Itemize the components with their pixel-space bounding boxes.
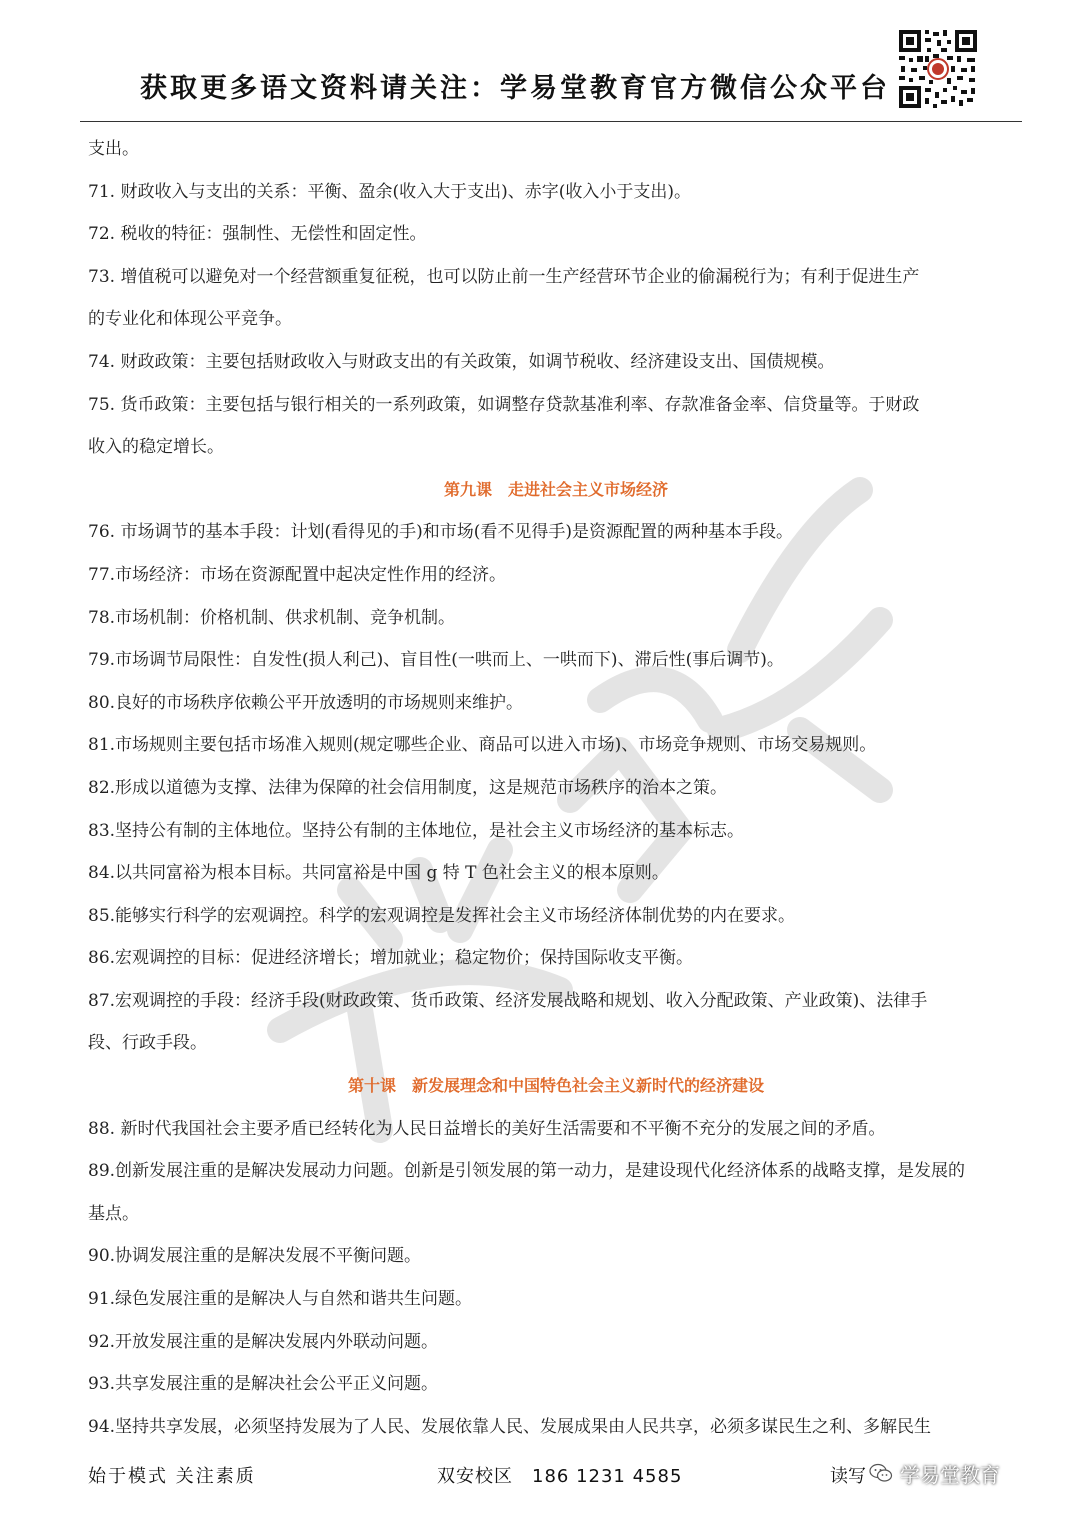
- text-line: 收入的稳定增长。: [88, 437, 224, 458]
- text-line: 90.协调发展注重的是解决发展不平衡问题。: [88, 1246, 422, 1267]
- text-line: 77.市场经济：市场在资源配置中起决定性作用的经济。: [88, 564, 507, 585]
- document-body: [88, 128, 1024, 1448]
- wechat-account-badge[interactable]: [868, 1455, 1000, 1491]
- text-line: 段、行政手段。: [88, 1033, 207, 1054]
- footer-slogan: 始于模式 关注素质: [88, 1466, 256, 1487]
- text-line: 基点。: [88, 1203, 139, 1224]
- text-line: 94.坚持共享发展，必须坚持发展为了人民、发展依靠人民、发展成果由人民共享，必须多谋民生之利、多解民生: [88, 1416, 932, 1437]
- section-heading-lesson-10: 第十课 新发展理念和中国特色社会主义新时代的经济建设: [347, 1076, 764, 1096]
- text-line: 83.坚持公有制的主体地位。坚持公有制的主体地位，是社会主义市场经济的基本标志。: [88, 820, 745, 841]
- text-line: 88. 新时代我国社会主要矛盾已经转化为人民日益增长的美好生活需要和不平衡不充分的发展之间的矛盾。: [88, 1118, 886, 1139]
- section-heading-lesson-9: 第九课 走进社会主义市场经济: [443, 479, 668, 499]
- text-line: 73. 增值税可以避免对一个经营额重复征税，也可以防止前一生产经营环节企业的偷漏税行为；有利于促进生产: [88, 266, 920, 287]
- text-line: 85.能够实行科学的宏观调控。科学的宏观调控是发挥社会主义市场经济体制优势的内在要求。: [88, 905, 796, 926]
- text-line: 91.绿色发展注重的是解决人与自然和谐共生问题。: [88, 1289, 473, 1310]
- header-title: 获取更多语文资料请关注：学易堂教育官方微信公众平台: [140, 73, 890, 104]
- text-line: 80.良好的市场秩序依赖公平开放透明的市场规则来维护。: [88, 692, 524, 713]
- wechat-account-name: 学易堂教育: [900, 1462, 1000, 1487]
- text-line: 84.以共同富裕为根本目标。共同富裕是中国 g 特 T 色社会主义的根本原则。: [88, 863, 669, 884]
- text-line: 81.市场规则主要包括市场准入规则(规定哪些企业、商品可以进入市场)、市场竞争规则、市场交易规则。: [88, 735, 877, 756]
- text-line: 72. 税收的特征：强制性、无偿性和固定性。: [88, 224, 427, 245]
- text-line: 92.开放发展注重的是解决发展内外联动问题。: [88, 1331, 439, 1352]
- text-line: 71. 财政收入与支出的关系：平衡、盈余(收入大于支出)、赤字(收入小于支出)。: [88, 181, 691, 202]
- text-line: 86.宏观调控的目标：促进经济增长；增加就业；稳定物价；保持国际收支平衡。: [88, 948, 694, 969]
- footer-right-text: 读写: [830, 1466, 866, 1487]
- text-line: 87.宏观调控的手段：经济手段(财政政策、货币政策、经济发展战略和规划、收入分配政策、产业政策)、法律手: [88, 990, 928, 1011]
- header-rule: [80, 121, 1022, 122]
- text-line: 93.共享发展注重的是解决社会公平正义问题。: [88, 1374, 439, 1395]
- wechat-icon: [868, 1460, 894, 1486]
- text-line: 74. 财政政策：主要包括财政收入与财政支出的有关政策，如调节税收、经济建设支出、国债规模。: [88, 351, 835, 372]
- text-line: 79.市场调节局限性：自发性(损人利己)、盲目性(一哄而上、一哄而下)、滞后性(事后调节)。: [88, 650, 784, 671]
- text-line: 82.形成以道德为支撑、法律为保障的社会信用制度，这是规范市场秩序的治本之策。: [88, 777, 728, 798]
- text-line: 76. 市场调节的基本手段：计划(看得见的手)和市场(看不见得手)是资源配置的两种基本手段。: [88, 522, 793, 543]
- text-line: 89.创新发展注重的是解决发展动力问题。创新是引领发展的第一动力，是建设现代化经济体系的战略支撑，是发展的: [88, 1161, 966, 1182]
- qr-code-icon: [897, 28, 979, 110]
- text-line: 78.市场机制：价格机制、供求机制、竞争机制。: [88, 607, 456, 628]
- text-line: 75. 货币政策：主要包括与银行相关的一系列政策，如调整存贷款基准利率、存款准备金率、信贷量等。于财政: [88, 394, 920, 415]
- footer-contact: 双安校区 186 1231 4585: [437, 1466, 683, 1487]
- text-line: 支出。: [88, 139, 139, 159]
- text-line: 的专业化和体现公平竞争。: [88, 309, 292, 330]
